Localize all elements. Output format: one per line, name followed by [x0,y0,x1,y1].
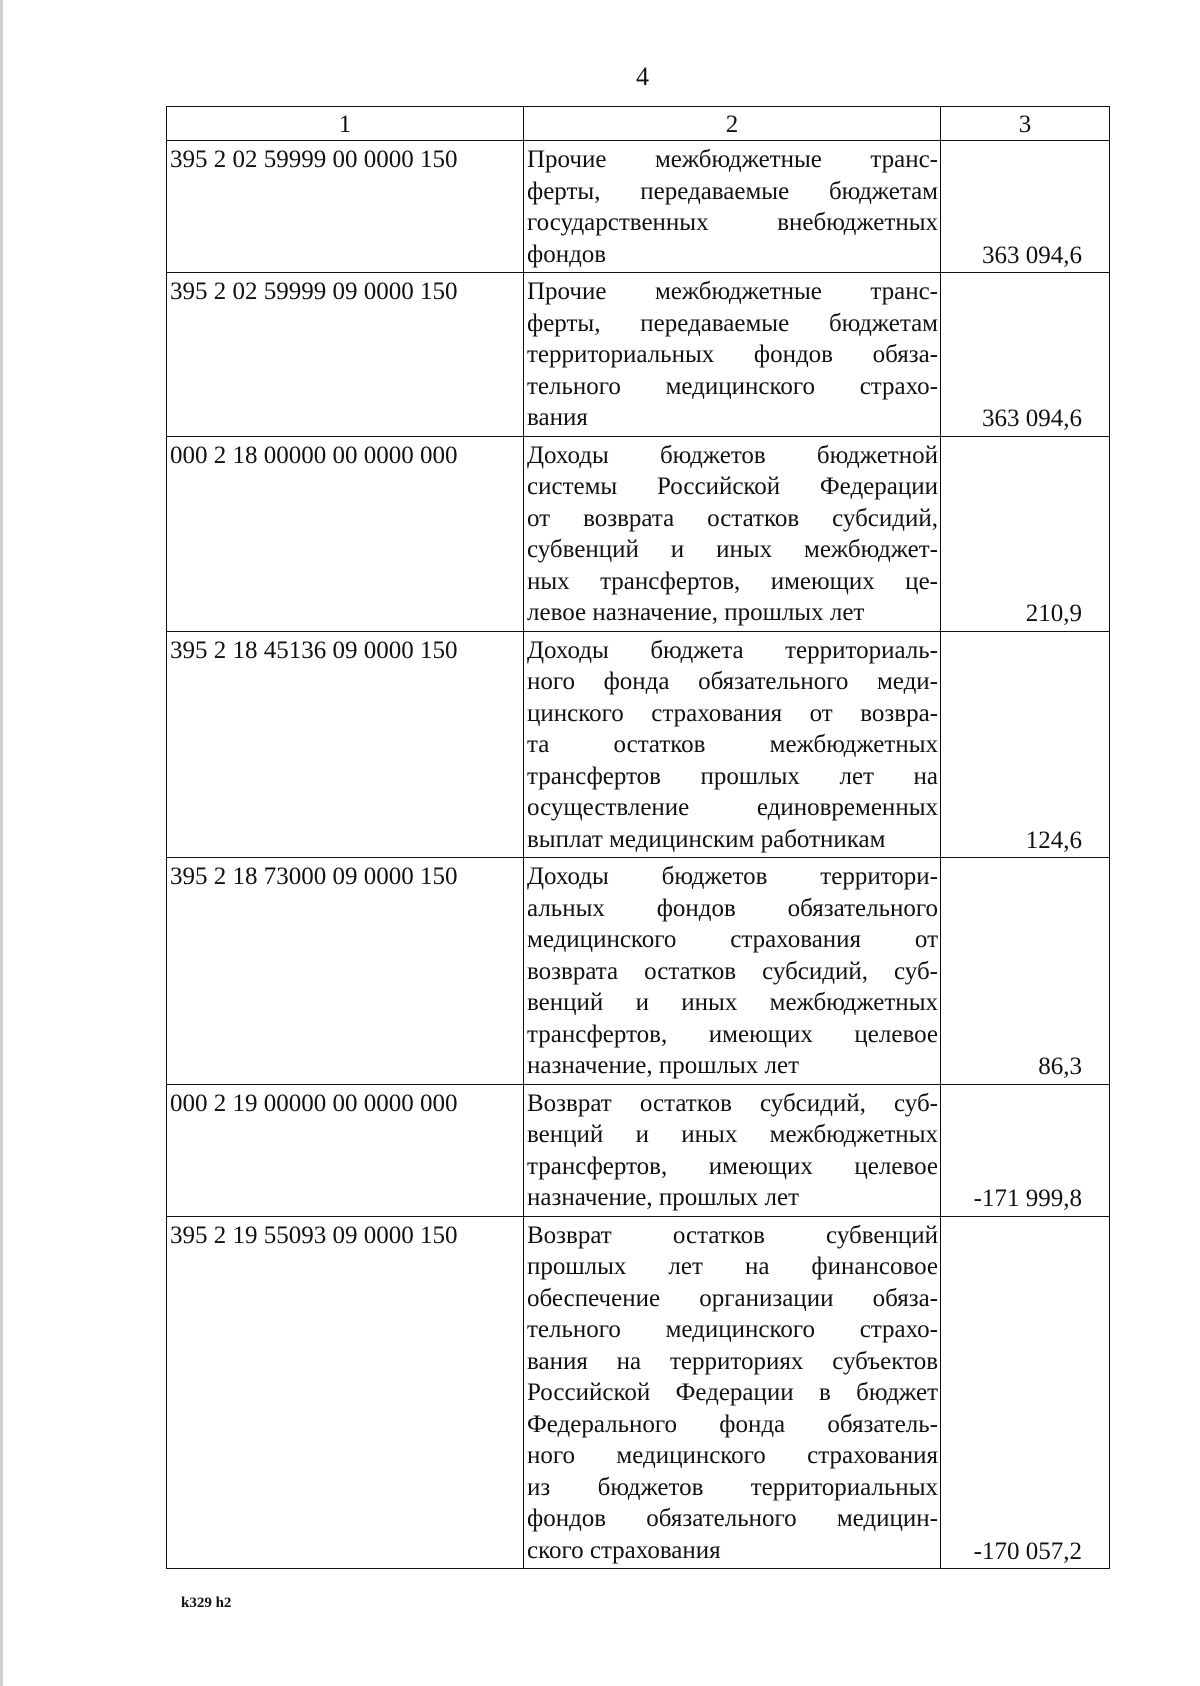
budget-code-cell: 395 2 02 59999 09 0000 150 [167,273,524,437]
description-line: системы Российской Федерации [527,473,938,500]
description-line: ферты, передаваемые бюджетам [527,309,938,337]
description-line: ного фонда обязательного меди- [527,668,938,695]
amount-cell: -170 057,2 [941,1216,1110,1569]
amount-cell: 363 094,6 [941,141,1110,273]
description-line: тельного медицинского страхо- [527,372,938,400]
description-line: назначение, прошлых лет [527,1052,799,1079]
description-line: та остатков межбюджетных [527,731,938,758]
budget-code-cell: 395 2 02 59999 00 0000 150 [167,141,524,273]
description-line: фондов обязательного медицин- [527,1505,938,1532]
description-line: вания на территориях субъектов [527,1347,938,1375]
description-line: Прочие межбюджетные транс- [527,146,938,173]
budget-code-cell: 395 2 18 45136 09 0000 150 [167,631,524,858]
description-line: Прочие межбюджетные транс- [527,278,938,305]
amount-cell: 86,3 [941,858,1110,1085]
description-line: ского страхования [527,1536,721,1564]
document-footer-mark: k329 h2 [181,1595,232,1611]
table-row [167,631,1110,858]
table-row [167,273,1110,437]
budget-code-cell: 000 2 19 00000 00 0000 000 [167,1084,524,1216]
budget-code-cell: 395 2 19 55093 09 0000 150 [167,1216,524,1569]
description-line: обеспечение организации обяза- [527,1284,938,1312]
description-line: Возврат остатков субвенций [527,1221,938,1249]
description-line: государственных внебюджетных [527,209,938,236]
description-line: вания [527,404,588,431]
description-line: трансфертов, имеющих целевое [527,1152,938,1180]
description-line: тельного медицинского страхо- [527,1316,938,1343]
description-line: прошлых лет на финансовое [527,1253,938,1280]
description-line: альных фондов обязательного [527,894,938,922]
description-cell [524,631,941,858]
description-line: цинского страхования от возвра- [527,699,938,727]
table-row [167,436,1110,631]
description-cell [524,1084,941,1216]
description-line: Доходы бюджета территориаль- [527,636,938,664]
description-line: возврата остатков субсидий, суб- [527,957,938,985]
description-line: субвенций и иных межбюджет- [527,536,938,563]
description-cell [524,273,941,437]
description-line: осуществление единовременных [527,794,938,821]
description-line: Доходы бюджетов бюджетной [527,441,938,469]
amount-cell: 210,9 [941,436,1110,631]
column-header-3: 3 [941,107,1110,141]
table-row [167,141,1110,273]
description-line: трансфертов прошлых лет на [527,762,938,790]
description-line: Доходы бюджетов территори- [527,863,938,890]
description-line: фондов [527,240,607,268]
table-row [167,1084,1110,1216]
description-line: Федерального фонда обязатель- [527,1410,938,1438]
description-line: от возврата остатков субсидий, [527,504,938,532]
description-line: выплат медицинским работникам [527,825,886,853]
page-number: 4 [636,62,649,91]
amount-cell: 124,6 [941,631,1110,858]
amount-cell: 363 094,6 [941,273,1110,437]
description-line: Российской Федерации в бюджет [527,1379,938,1406]
table-row [167,1216,1110,1569]
description-line: назначение, прошлых лет [527,1184,799,1211]
description-cell [524,1216,941,1569]
table-header-row [167,107,1110,141]
description-line: медицинского страхования от [527,926,938,953]
budget-code-cell: 395 2 18 73000 09 0000 150 [167,858,524,1085]
description-cell [524,858,941,1085]
column-header-1: 1 [167,107,524,141]
description-line: трансфертов, имеющих целевое [527,1020,938,1048]
column-header-2: 2 [524,107,941,141]
budget-code-cell: 000 2 18 00000 00 0000 000 [167,436,524,631]
description-line: территориальных фондов обяза- [527,341,938,368]
description-cell [524,141,941,273]
description-line: ного медицинского страхования [527,1442,938,1469]
description-cell [524,436,941,631]
description-line: Возврат остатков субсидий, суб- [527,1089,938,1117]
description-line: венций и иных межбюджетных [527,1121,938,1148]
description-line: из бюджетов территориальных [527,1473,938,1501]
description-line: ных трансфертов, имеющих це- [527,567,938,595]
budget-table [166,106,1110,1569]
description-line: венций и иных межбюджетных [527,989,938,1016]
description-line: левое назначение, прошлых лет [527,599,865,626]
description-line: ферты, передаваемые бюджетам [527,177,938,205]
table-row [167,858,1110,1085]
scan-edge [0,0,3,1686]
amount-cell: -171 999,8 [941,1084,1110,1216]
